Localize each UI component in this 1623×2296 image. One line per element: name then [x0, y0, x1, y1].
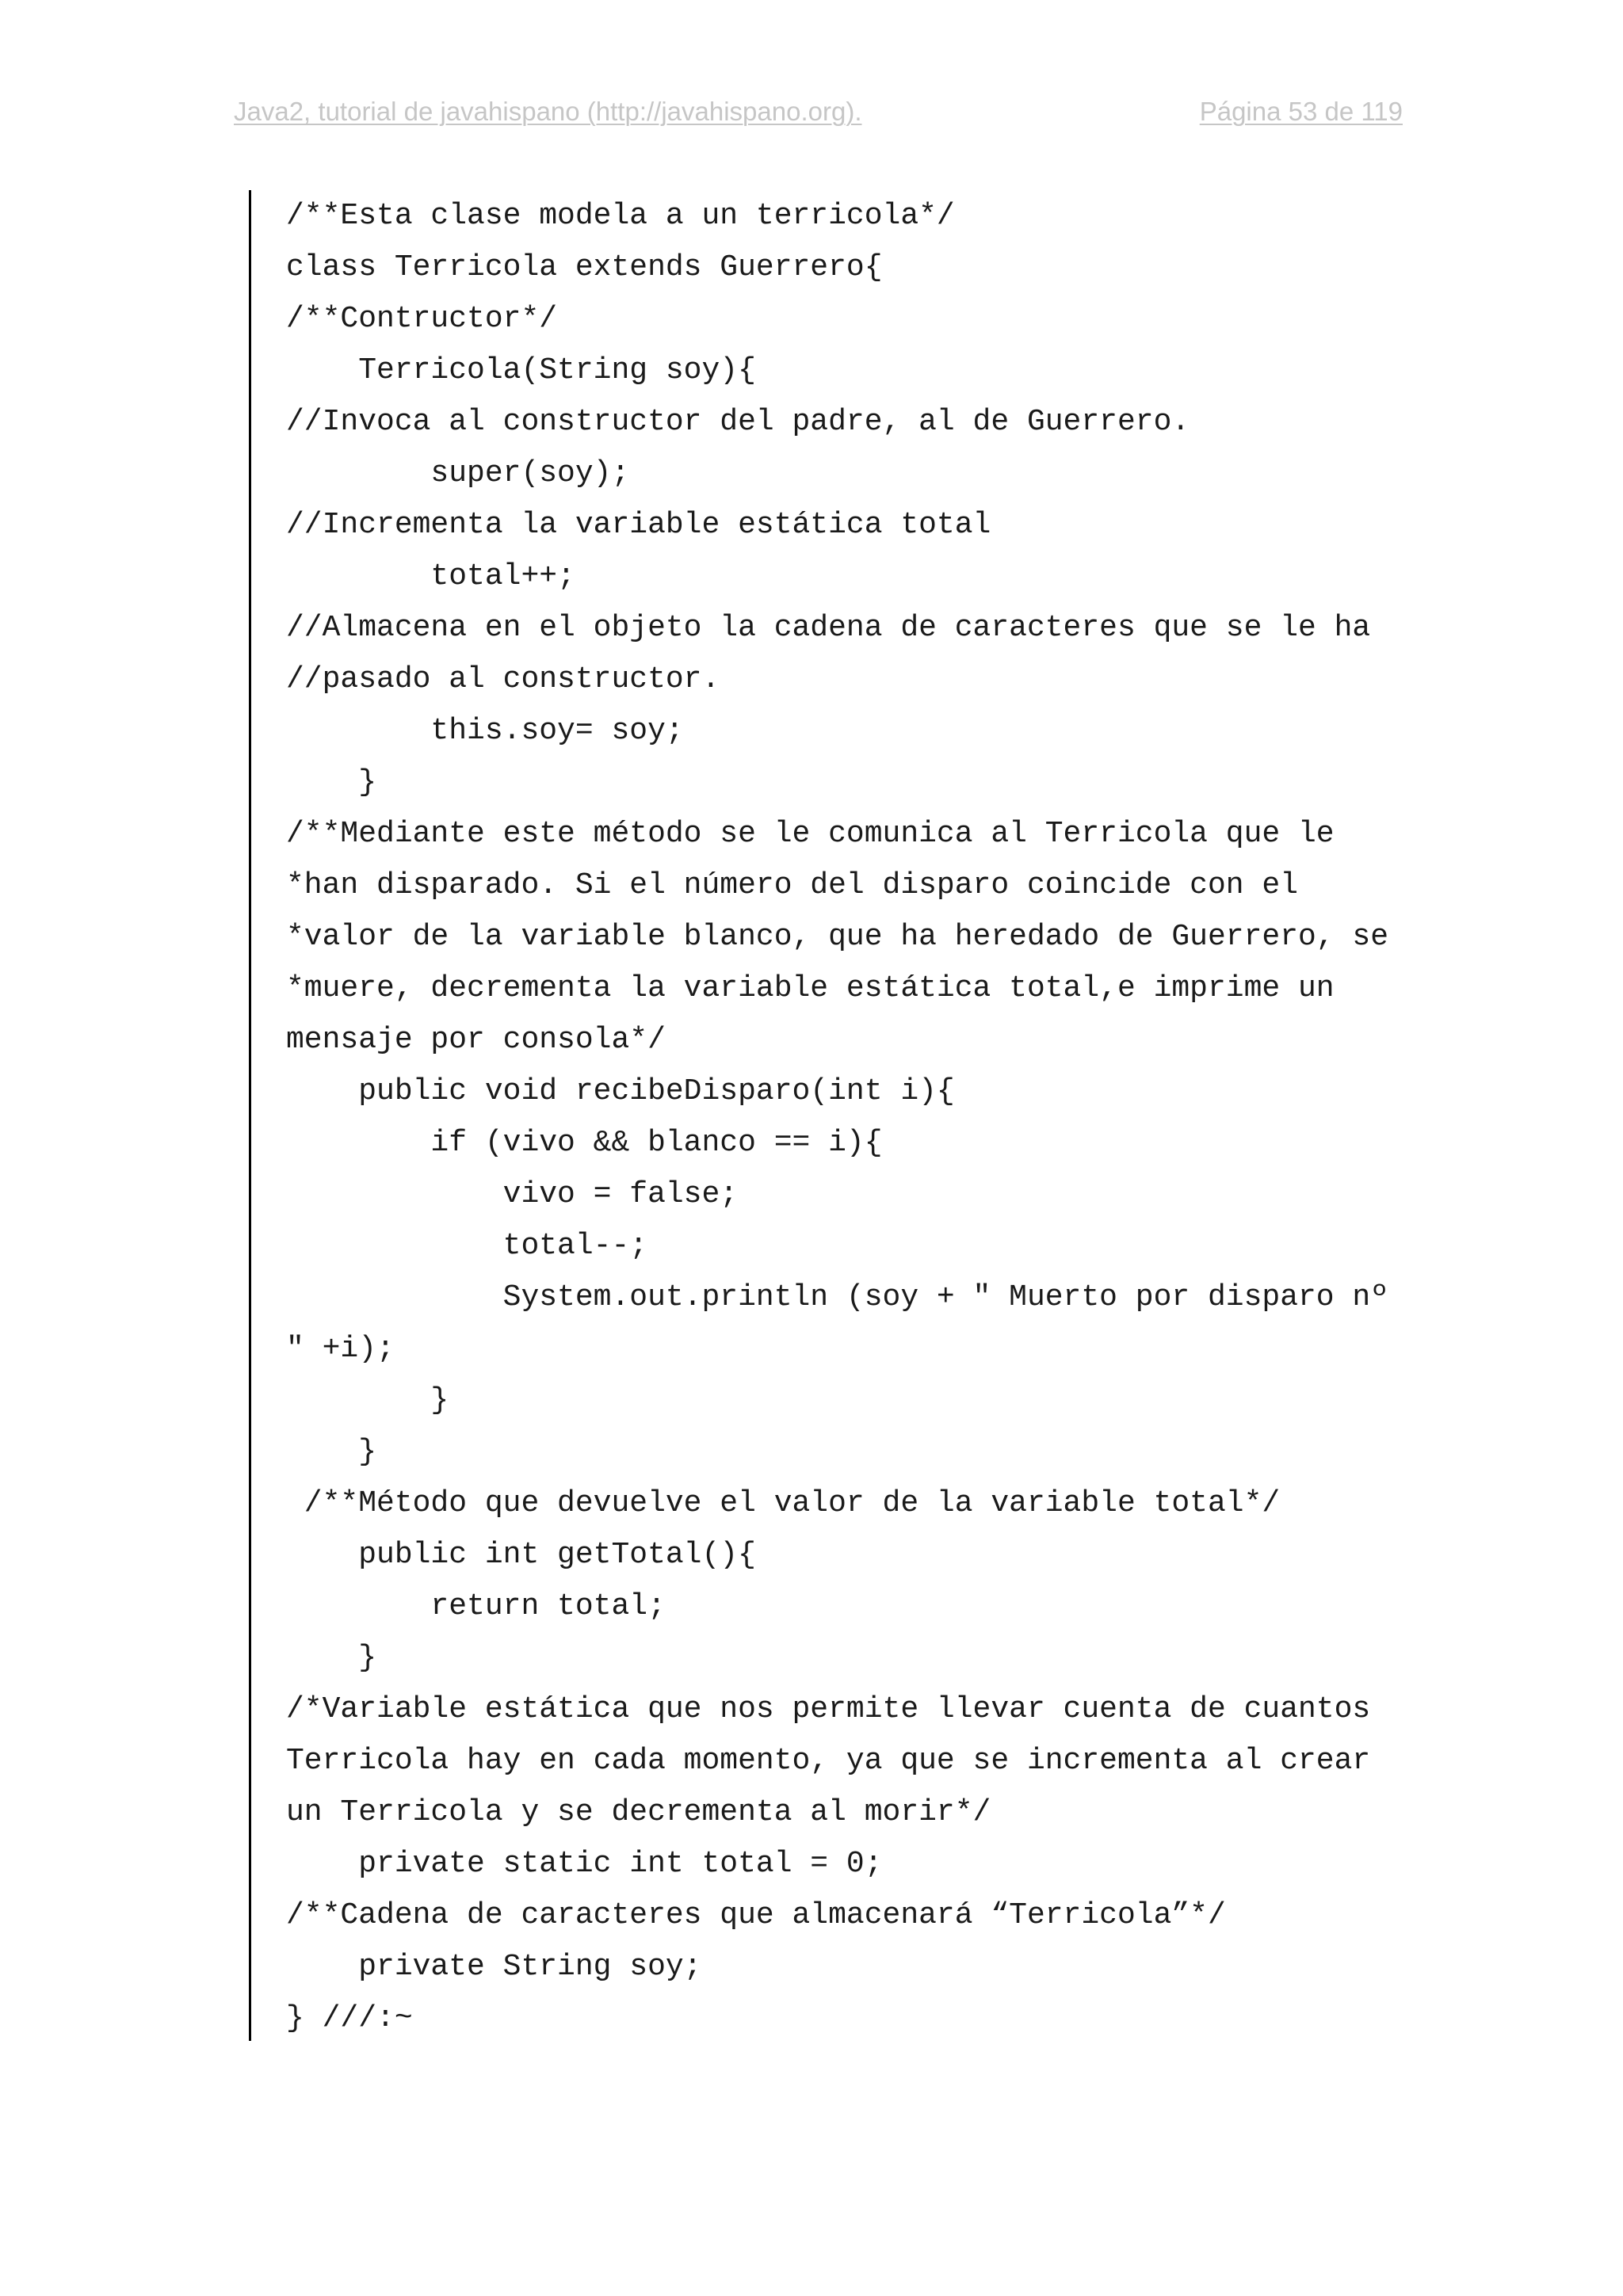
code-line: mensaje por consola*/ [286, 1023, 666, 1057]
code-line: } ///:~ [286, 2001, 413, 2035]
code-listing [249, 190, 1416, 2041]
code-line: total++; [286, 559, 575, 593]
code-line: total--; [286, 1229, 648, 1263]
code-line: } [286, 765, 377, 799]
code-line: class Terricola extends Guerrero{ [286, 250, 883, 284]
document-title-link[interactable]: Java2, tutorial de javahispano (http://javahispano.org). [234, 97, 862, 126]
code-line: Terricola hay en cada momento, ya que se incrementa al crear [286, 1744, 1371, 1778]
code-line: this.soy= soy; [286, 714, 684, 748]
code-line: Terricola(String soy){ [286, 353, 756, 387]
code-line: } [286, 1435, 377, 1469]
code-line: super(soy); [286, 456, 630, 490]
code-line: //Invoca al constructor del padre, al de Guerrero. [286, 405, 1190, 439]
code-line: System.out.println (soy + " Muerto por disparo nº [286, 1280, 1389, 1314]
page-header [234, 93, 1403, 141]
code-line: private String soy; [286, 1950, 702, 1984]
code-line: public void recibeDisparo(int i){ [286, 1074, 955, 1108]
page-number: Página 53 de 119 [1199, 97, 1403, 126]
code-line: *valor de la variable blanco, que ha heredado de Guerrero, se [286, 920, 1389, 954]
code-line: return total; [286, 1589, 666, 1623]
code-line: un Terricola y se decrementa al morir*/ [286, 1795, 991, 1829]
code-line: *muere, decrementa la variable estática total,e imprime un [286, 971, 1335, 1005]
code-lines [286, 190, 1388, 2044]
code-line: vivo = false; [286, 1177, 739, 1211]
code-line: public int getTotal(){ [286, 1538, 756, 1572]
code-line: " +i); [286, 1332, 395, 1366]
code-line: /**Esta clase modela a un terricola*/ [286, 199, 955, 233]
code-line: /**Método que devuelve el valor de la variable total*/ [286, 1486, 1281, 1520]
code-line: *han disparado. Si el número del disparo coincide con el [286, 868, 1299, 902]
code-line: //Incrementa la variable estática total [286, 508, 991, 542]
code-line: if (vivo && blanco == i){ [286, 1126, 883, 1160]
code-line: private static int total = 0; [286, 1847, 883, 1881]
code-line: /**Cadena de caracteres que almacenará “Terricola”*/ [286, 1898, 1226, 1932]
code-line: //pasado al constructor. [286, 662, 720, 696]
code-line: /*Variable estática que nos permite llevar cuenta de cuantos [286, 1692, 1371, 1726]
code-line: /**Mediante este método se le comunica al Terricola que le [286, 817, 1335, 851]
code-line: /**Contructor*/ [286, 302, 558, 336]
code-line: //Almacena en el objeto la cadena de caracteres que se le ha [286, 611, 1371, 645]
code-line: } [286, 1383, 449, 1417]
code-line: } [286, 1641, 377, 1675]
